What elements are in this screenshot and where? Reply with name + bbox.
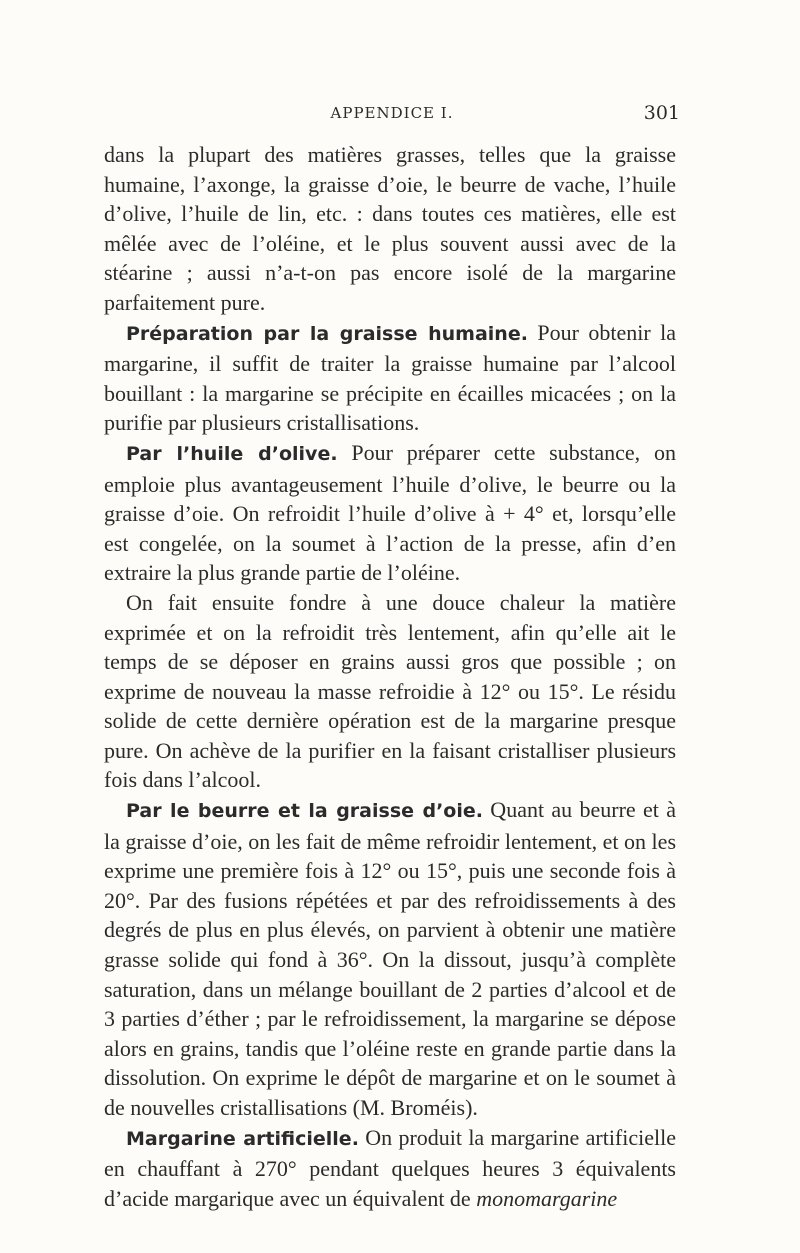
running-header: [104, 104, 680, 132]
paragraph-fondre: [104, 588, 676, 795]
paragraph-text: dans la plupart des matières grasses, telles que la graisse humaine, l’axonge, la graisse d’oie, le beurre de vache, l’huile d’olive, l’huile de lin, etc. : dans toutes ces matières, elle est mêlée avec de l’oléine, et le plus souvent aussi avec de la stéarine ; aussi n’a-t-on pas encore isolé de la margarine parfaitement pure.: [104, 142, 676, 315]
paragraph-beurre-graisse-oie: [104, 795, 676, 1123]
paragraph-preparation-graisse-humaine: [104, 318, 676, 438]
italic-term: monomargarine: [476, 1185, 618, 1211]
paragraph-text: On fait ensuite fondre à une douce chaleur la matière exprimée et on la refroidit très lentement, afin qu’elle ait le temps de se déposer en grains aussi gros que possible ; on exprime de nouveau la masse refroidie à 12° ou 15°. Le résidu solide de cette dernière opération est de la margarine presque pure. On achève de la purifier en la faisant cristalliser plusieurs fois dans l’alcool.: [104, 589, 676, 793]
section-heading: Préparation par la graisse humaine.: [126, 322, 528, 345]
paragraph-margarine-artificielle: [104, 1123, 676, 1214]
paragraph-text: Pour préparer cette substance, on emploie plus avantageusement l’huile d’olive, le beurre ou la graisse d’oie. On refroidit l’huile d’olive à + 4° et, lorsqu’elle est congelée, on la soumet à l’action de la presse, afin d’en extraire la plus grande partie de l’oléine.: [104, 439, 676, 586]
paragraph-text: On produit la margarine artificielle en chauffant à 270° pendant quelques heures 3 équivalents d’acide margarique avec un équivalent de: [104, 1124, 676, 1211]
page-number: 301: [643, 102, 680, 124]
section-heading: Par l’huile d’olive.: [126, 442, 338, 465]
section-heading: Par le beurre et la graisse d’oie.: [126, 800, 483, 823]
paragraph-continuation: [104, 140, 676, 318]
body-text: [104, 140, 676, 1213]
section-heading: Margarine artificielle.: [126, 1127, 359, 1150]
paragraph-text: Quant au beurre et à la graisse d’oie, on les fait de même refroidir lentement, et on les exprime une première fois à 12° ou 15°, puis une seconde fois à 20°. Par des fusions répétées et par des refroidissements à des degrés de plus en plus élevés, on parvient à obtenir une matière grasse solide qui fond à 36°. On la dissout, jusqu’à complète saturation, dans un mélange bouillant de 2 parties d’alcool et de 3 parties d’éther ; par le refroidissement, la margarine se dépose alors en grains, tandis que l’oléine reste en grande partie dans la dissolution. On exprime le dépôt de margarine et on le soumet à de nouvelles cristallisations (M. Broméis).: [104, 797, 677, 1120]
paragraph-text: Pour obtenir la margarine, il suffit de traiter la graisse humaine par l’alcool bouillant : la margarine se précipite en écailles micacées ; on la purifie par plusieurs cristallisations.: [104, 319, 676, 436]
running-title: APPENDICE I.: [330, 104, 454, 122]
paragraph-huile-olive: [104, 438, 676, 588]
